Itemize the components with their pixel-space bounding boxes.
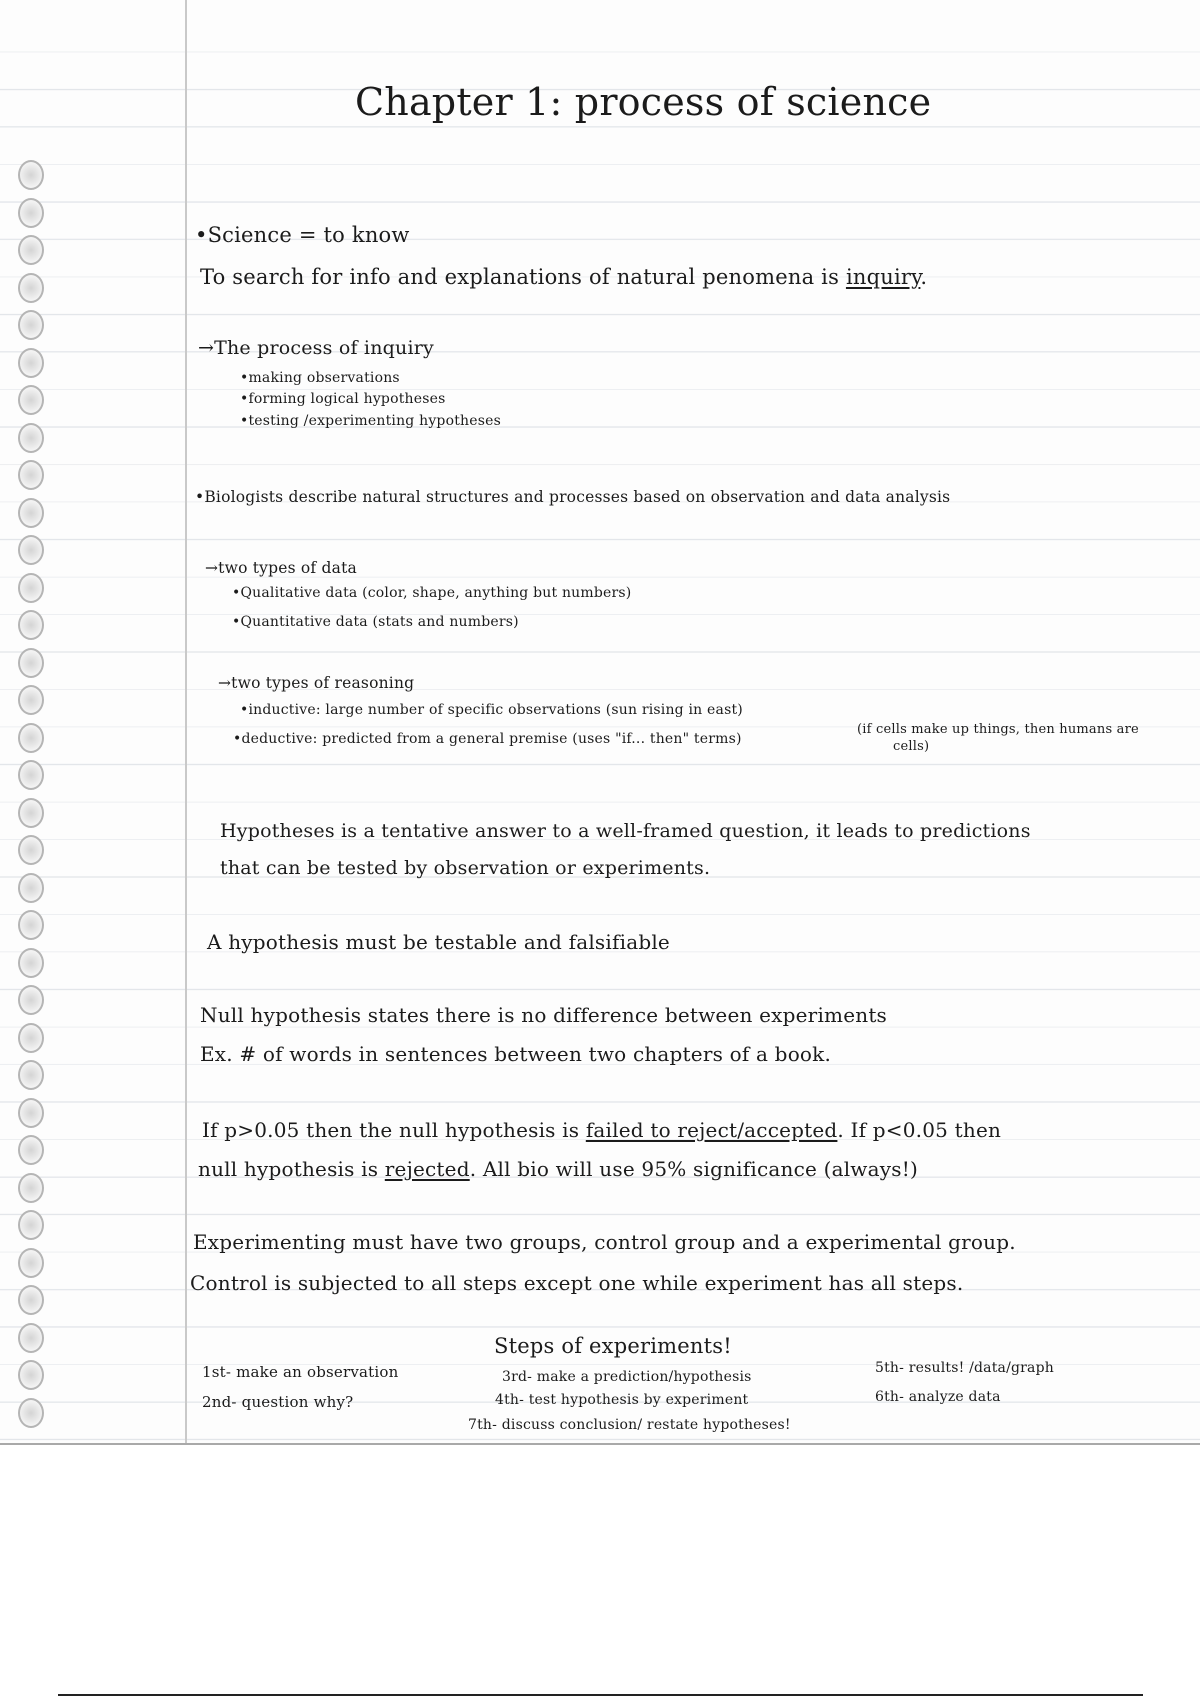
binding-hole [18,723,44,753]
binding-hole [18,1398,44,1428]
hypotheses-definition: that can be tested by observation or experiments. [220,857,711,879]
margin-line [185,0,187,1445]
reasoning-heading: →two types of reasoning [218,674,415,692]
underlined-rejected: rejected [384,1157,470,1181]
binding-hole [18,1135,44,1165]
data-types-heading: →two types of data [205,559,357,577]
note-testable: A hypothesis must be testable and falsifiable [207,930,670,954]
binding-hole [18,1098,44,1128]
data-type-item: •Quantitative data (stats and numbers) [232,614,519,630]
binding-hole [18,573,44,603]
inquiry-item: •testing /experimenting hypotheses [240,413,502,429]
bottom-rule [58,1694,1143,1696]
binding-hole [18,1323,44,1353]
deductive-example-note: (if cells make up things, then humans are [857,722,1139,737]
step-item: 6th- analyze data [875,1389,1001,1405]
page-bottom-edge [0,1443,1200,1445]
step-item: 7th- discuss conclusion/ restate hypotheses! [468,1417,791,1433]
binding-hole [18,348,44,378]
binding-hole [18,1248,44,1278]
binding-hole [18,460,44,490]
binding-hole [18,423,44,453]
step-item: 3rd- make a prediction/hypothesis [502,1369,752,1385]
deductive-example-note: cells) [893,739,930,754]
binding-hole [18,1060,44,1090]
binding-hole [18,310,44,340]
binding-hole [18,948,44,978]
binding-hole [18,1173,44,1203]
binding-hole [18,1210,44,1240]
step-item: 1st- make an observation [202,1363,399,1381]
experiment-groups: Experimenting must have two groups, control group and a experimental group. [193,1230,1016,1254]
binding-hole [18,798,44,828]
binding-hole [18,535,44,565]
inquiry-item: •forming logical hypotheses [240,391,446,407]
p-value-rule: null hypothesis is rejected. All bio will use 95% significance (always!) [198,1157,918,1181]
binding-hole [18,385,44,415]
binding-hole [18,1360,44,1390]
inquiry-item: •making observations [240,370,400,386]
binding-hole [18,873,44,903]
p-value-rule: If p>0.05 then the null hypothesis is failed to reject/accepted. If p<0.05 then [202,1118,1002,1142]
binding-hole [18,1285,44,1315]
null-hypothesis-example: Ex. # of words in sentences between two chapters of a book. [200,1042,832,1066]
hypotheses-definition: Hypotheses is a tentative answer to a well-framed question, it leads to predictions [220,820,1031,842]
data-type-item: •Qualitative data (color, shape, anything but numbers) [232,585,632,601]
underlined-failed-to-reject: failed to reject/accepted [585,1118,838,1142]
binding-hole [18,498,44,528]
underlined-inquiry: inquiry [845,265,921,289]
inquiry-heading: →The process of inquiry [198,337,434,359]
page-title: Chapter 1: process of science [355,80,932,124]
experiment-control: Control is subjected to all steps except one while experiment has all steps. [190,1271,964,1295]
binding-hole [18,235,44,265]
note-inquiry-definition: To search for info and explanations of natural penomena is inquiry. [200,265,928,289]
steps-heading: Steps of experiments! [494,1334,732,1358]
binding-hole [18,610,44,640]
binding-hole [18,273,44,303]
binding-hole [18,648,44,678]
binding-hole [18,910,44,940]
step-item: 2nd- question why? [202,1393,354,1411]
binding-hole [18,198,44,228]
binding-hole [18,685,44,715]
note-science-definition: •Science = to know [195,223,410,247]
binding-hole [18,835,44,865]
null-hypothesis-definition: Null hypothesis states there is no difference between experiments [200,1003,888,1027]
binding-hole [18,985,44,1015]
note-biologists: •Biologists describe natural structures and processes based on observation and data analysis [195,488,951,506]
step-item: 4th- test hypothesis by experiment [495,1392,749,1408]
binding-hole [18,1023,44,1053]
step-item: 5th- results! /data/graph [875,1360,1054,1376]
reasoning-deductive: •deductive: predicted from a general premise (uses "if... then" terms) [233,731,742,747]
binding-hole [18,160,44,190]
spiral-binding [0,160,60,1420]
reasoning-inductive: •inductive: large number of specific observations (sun rising in east) [240,702,743,718]
binding-hole [18,760,44,790]
